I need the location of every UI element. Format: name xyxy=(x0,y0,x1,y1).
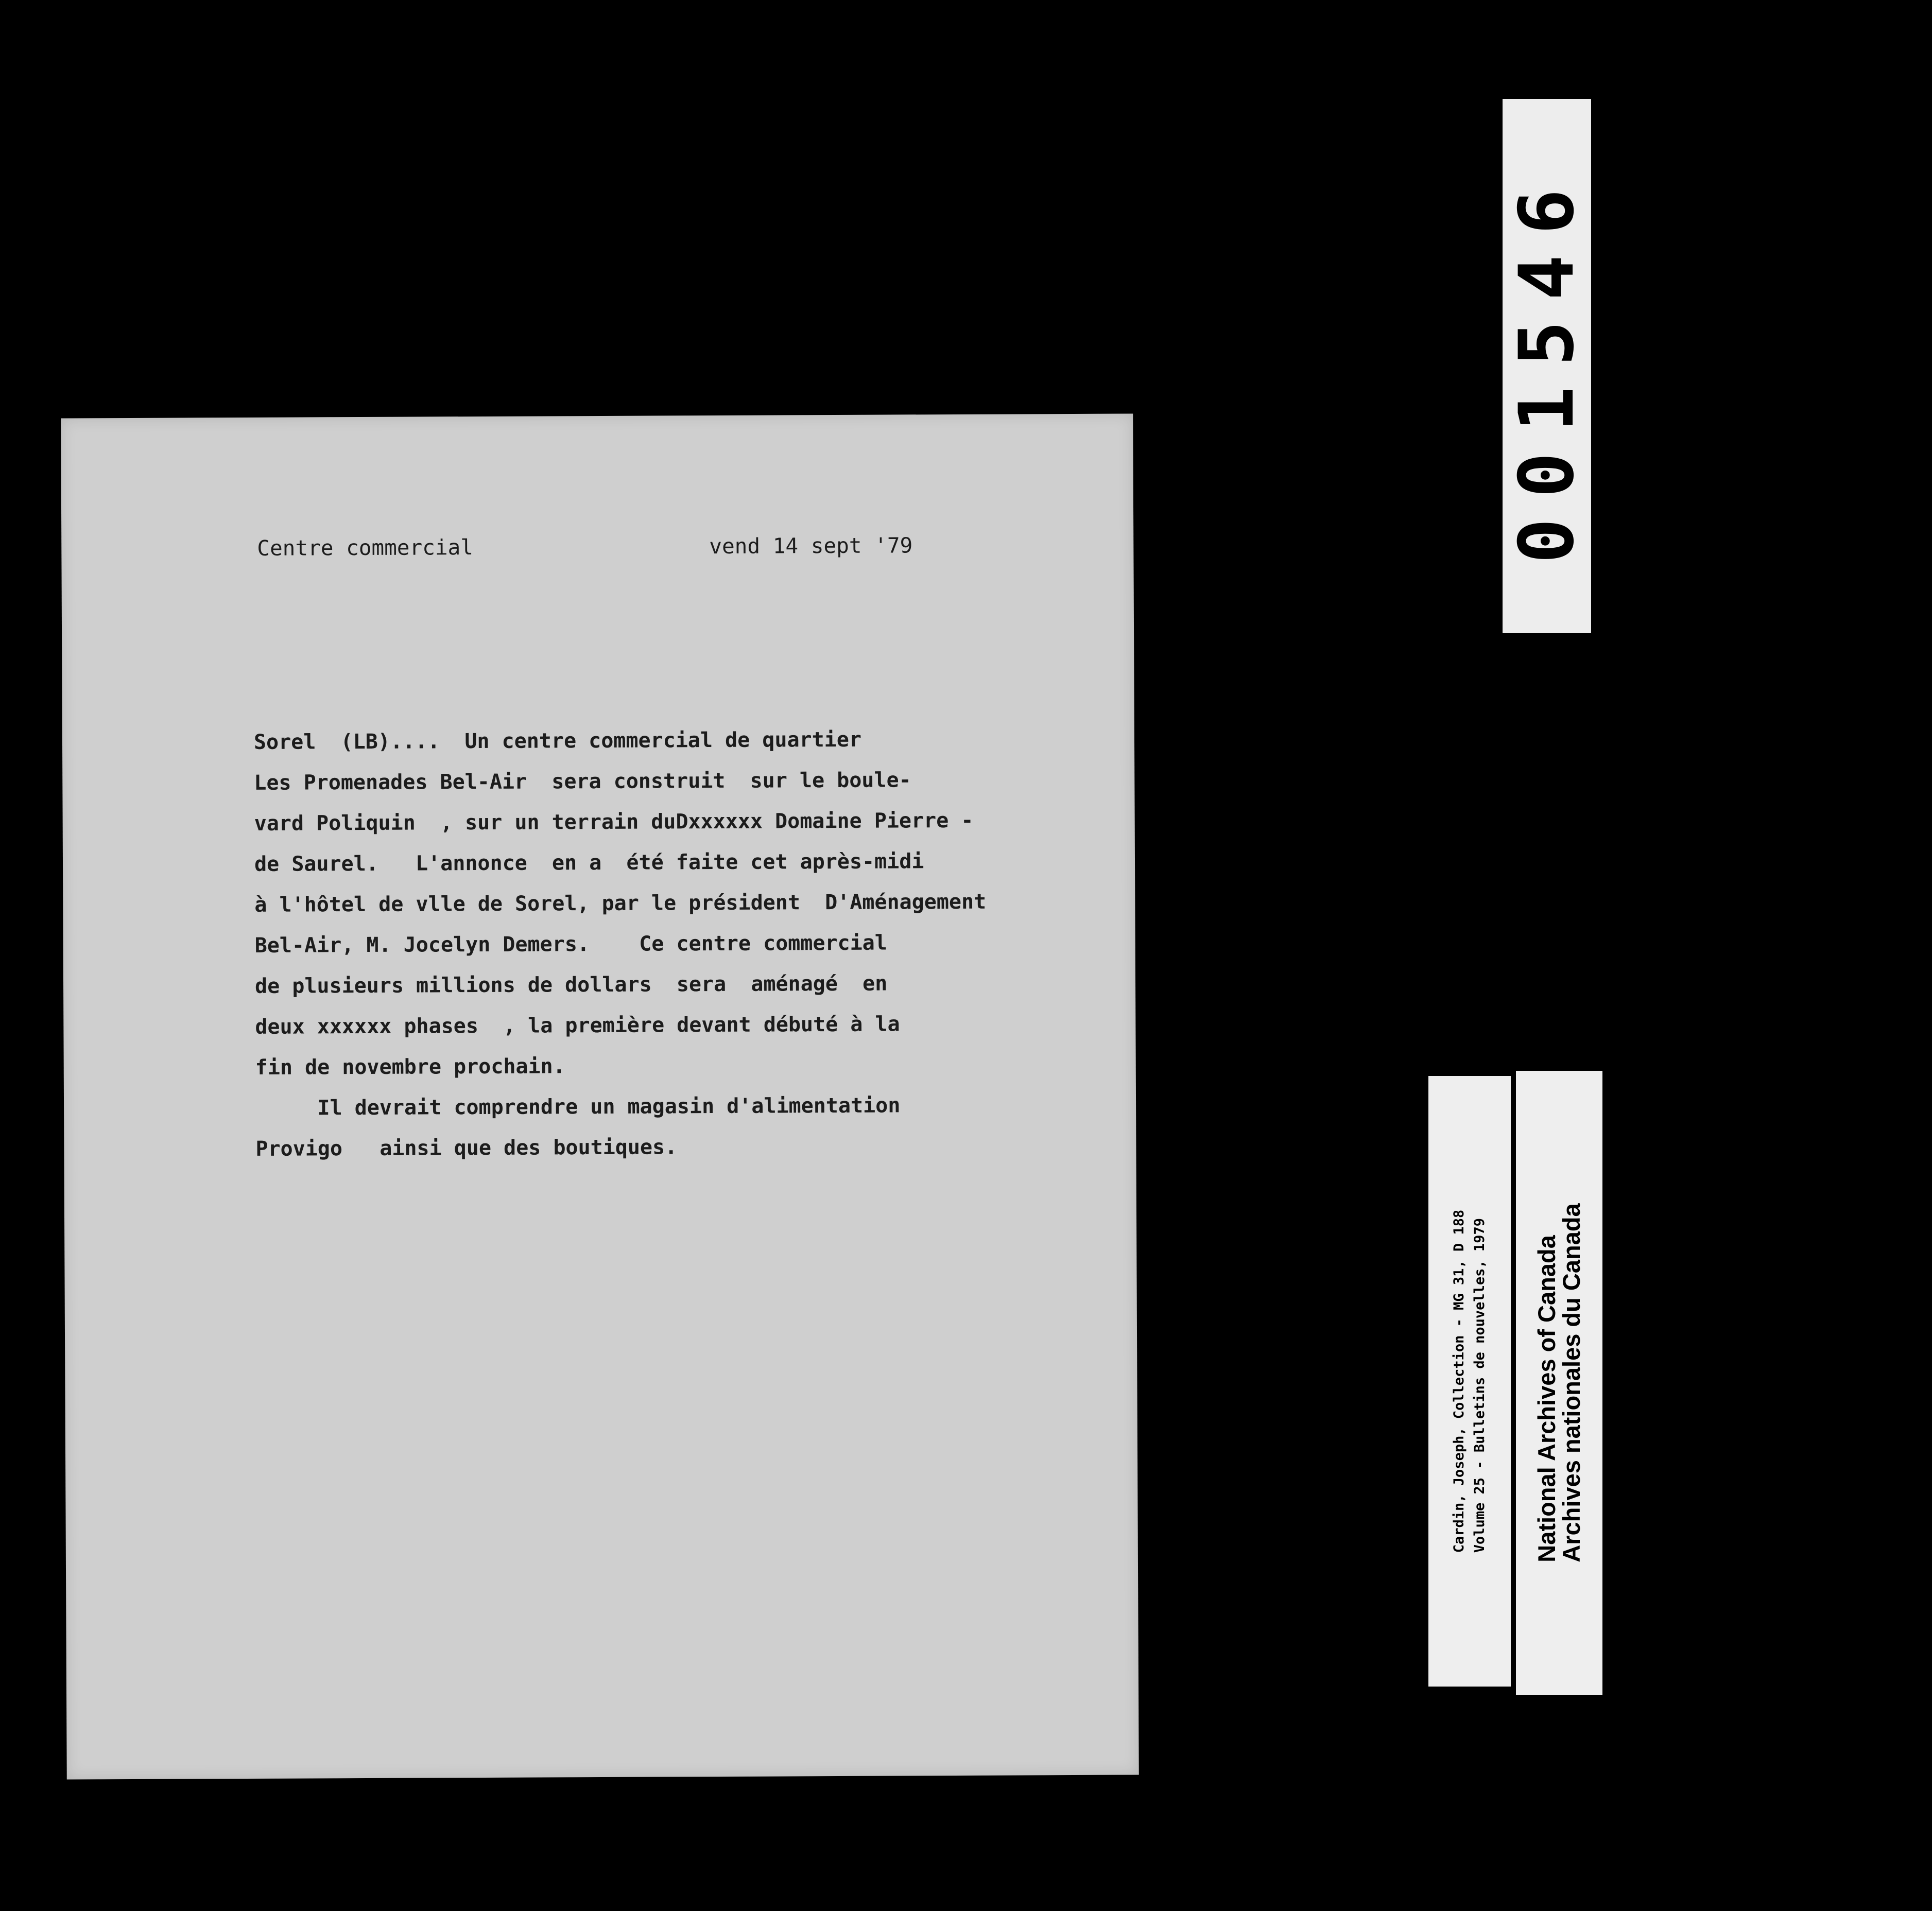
archives-label-line: Archives nationales du Canada xyxy=(1558,1203,1585,1562)
body-line: Il devrait comprendre un magasin d'alimentation xyxy=(255,1093,901,1120)
document-header-date: vend 14 sept '79 xyxy=(709,533,913,559)
body-line: à l'hôtel de vlle de Sorel, par le président D'Aménagement xyxy=(254,890,987,917)
body-line: Provigo ainsi que des boutiques. xyxy=(255,1135,678,1161)
body-line: Sorel (LB).... Un centre commercial de quartier xyxy=(253,727,862,754)
body-line: Bel-Air, M. Jocelyn Demers. Ce centre commercial xyxy=(254,931,887,958)
body-line: Les Promenades Bel-Air sera construit sur le boule- xyxy=(254,768,911,795)
body-line: deux xxxxxx phases , la première devant débuté à la xyxy=(255,1012,900,1039)
body-line: de plusieurs millions de dollars sera aménagé en xyxy=(254,971,888,998)
document-sheet xyxy=(61,413,1139,1779)
document-header-left: Centre commercial xyxy=(257,535,474,561)
frame-number: 001546 xyxy=(1503,168,1591,564)
body-line: fin de novembre prochain. xyxy=(255,1054,565,1080)
body-line: vard Poliquin , sur un terrain duDxxxxxx Domaine Pierre - xyxy=(254,808,974,836)
collection-label-line: Volume 25 - Bulletins de nouvelles, 1979 xyxy=(1472,1218,1488,1553)
archives-label-line: National Archives of Canada xyxy=(1533,1235,1560,1562)
body-line: de Saurel. L'annonce en a été faite cet après-midi xyxy=(254,849,924,876)
collection-label-line: Cardin, Joseph, Collection - MG 31, D 188 xyxy=(1451,1209,1467,1553)
archives-label-text xyxy=(1534,1203,1584,1562)
document-body xyxy=(254,719,988,1170)
frame-number-strip xyxy=(1503,99,1591,633)
collection-label-text xyxy=(1449,1210,1490,1553)
archives-label xyxy=(1516,1071,1602,1695)
collection-label xyxy=(1428,1076,1511,1687)
